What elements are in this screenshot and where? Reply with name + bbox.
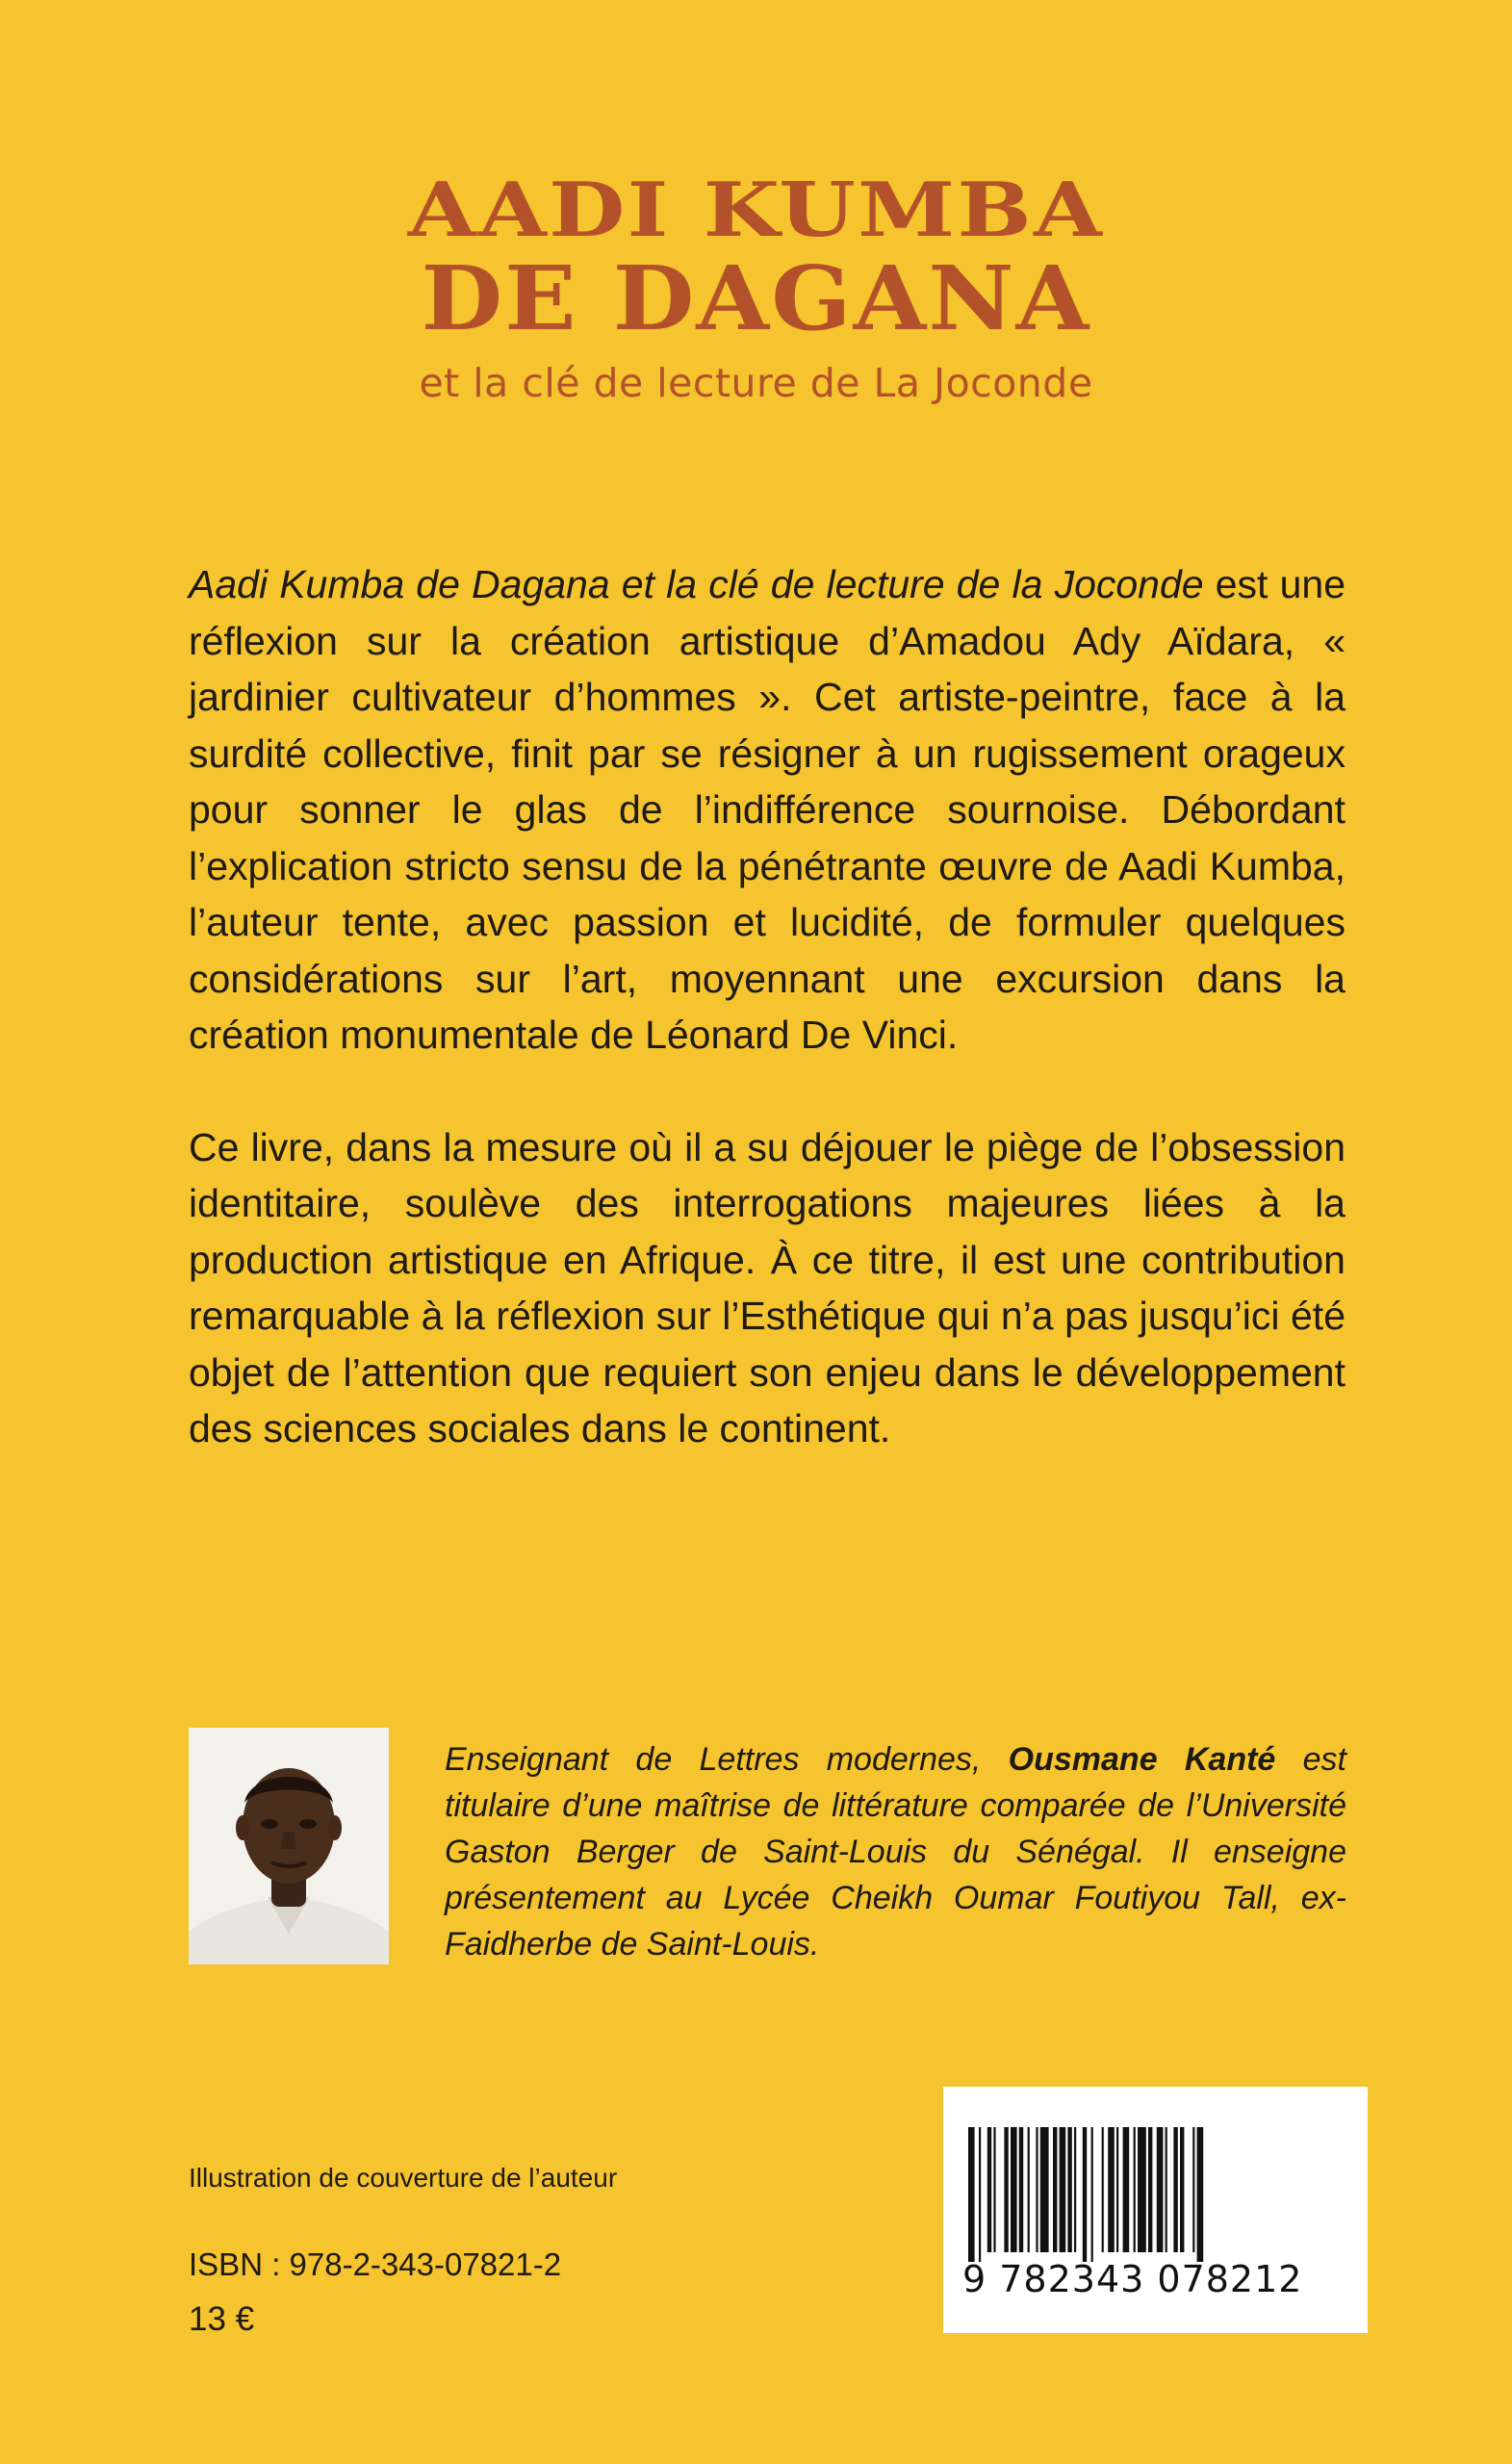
barcode-bar [1180, 2127, 1184, 2252]
barcode-bar [1091, 2127, 1093, 2262]
barcode-bar [1053, 2127, 1057, 2252]
book-subtitle: et la clé de lecture de La Joconde [419, 360, 1093, 406]
barcode-bar [968, 2127, 975, 2262]
author-name: Ousmane Kanté [1008, 1741, 1276, 1778]
author-portrait-image [189, 1728, 389, 1964]
book-title-line-2: DE DAGANA [421, 246, 1091, 350]
barcode-panel [943, 2087, 1368, 2333]
title-block [0, 167, 1512, 406]
isbn-number: ISBN : 978-2-343-07821-2 [189, 2246, 562, 2282]
barcode-bar [1028, 2127, 1030, 2252]
author-bio-prefix: Enseignant de Lettres modernes, [445, 1741, 1009, 1778]
barcode-bar [1067, 2127, 1071, 2252]
barcode-bar [1123, 2127, 1130, 2252]
barcode-bar [1148, 2127, 1152, 2252]
barcode-bar [1197, 2127, 1204, 2262]
barcode-bar [1134, 2127, 1136, 2252]
barcode-bar [987, 2127, 991, 2252]
barcode-bar [993, 2127, 995, 2252]
barcode-bar [1192, 2127, 1194, 2252]
barcode-bar [1083, 2127, 1087, 2262]
barcode-bar [1166, 2127, 1167, 2252]
blurb-paragraph-1-text: est une réflexion sur la création artistique d’Amadou Ady Aïdara, « jardinier cultivateur d’hommes ». Cet artiste-peintre, face à la surdité collective, finit par se résigner à un rugissement orageux pour sonner le glas de l’indifférence sournoise. Débordant l’explication stricto sensu de la pénétrante œuvre de Aadi Kumba, l’auteur tente, avec passion et lucidité, de formuler quelques considérations sur l’art, moyennant une excursion dans la création monumentale de Léonard De Vinci. [189, 562, 1346, 1057]
book-title-line-1: AADI KUMBA [407, 167, 1105, 254]
barcode-bar [1036, 2127, 1038, 2252]
barcode-bar [1060, 2127, 1066, 2252]
barcode-bar [1157, 2127, 1164, 2252]
blurb-paragraph-1 [189, 556, 1345, 1064]
author-bio-text: est titulaire d’une maîtrise de littérature comparée de l’Université Gaston Berger de Saint-Louis du Sénégal. Il enseigne présentement au Lycée Cheikh Oumar Foutiyou Tall, ex-Faidherbe de Saint-Louis. [445, 1741, 1346, 1963]
barcode-bar [979, 2127, 981, 2262]
barcode-bar [1173, 2127, 1177, 2252]
barcode-bar [1116, 2127, 1118, 2252]
author-photo [189, 1728, 389, 1964]
back-cover-blurb [189, 556, 1345, 1457]
barcode-bar [1074, 2127, 1076, 2252]
barcode-bar [1102, 2127, 1104, 2252]
barcode-bar [1138, 2127, 1146, 2252]
barcode-digits: 9 782343 078212 [962, 2258, 1303, 2300]
blurb-title-reference: Aadi Kumba de Dagana et la clé de lecture de la Joconde [189, 562, 1204, 606]
barcode-bar [1019, 2127, 1023, 2252]
barcode-bar [1040, 2127, 1049, 2252]
author-bio [445, 1736, 1346, 1967]
book-price: 13 € [189, 2300, 255, 2338]
barcode-icon [964, 2127, 1345, 2262]
blurb-paragraph-2: Ce livre, dans la mesure où il a su déjouer le piège de l’obsession identitaire, soulève des interrogations majeures liées à la production artistique en Afrique. À ce titre, il est une contribution remarquable à la réflexion sur l’Esthétique qui n’a pas jusqu’ici été objet de l’attention que requiert son enjeu dans le développement des sciences sociales dans le continent. [189, 1124, 1345, 1450]
cover-illustration-credit: Illustration de couverture de l’auteur [189, 2163, 618, 2193]
barcode-bar [1004, 2127, 1008, 2252]
barcode-bar [1011, 2127, 1017, 2252]
barcode-bar [1108, 2127, 1115, 2252]
